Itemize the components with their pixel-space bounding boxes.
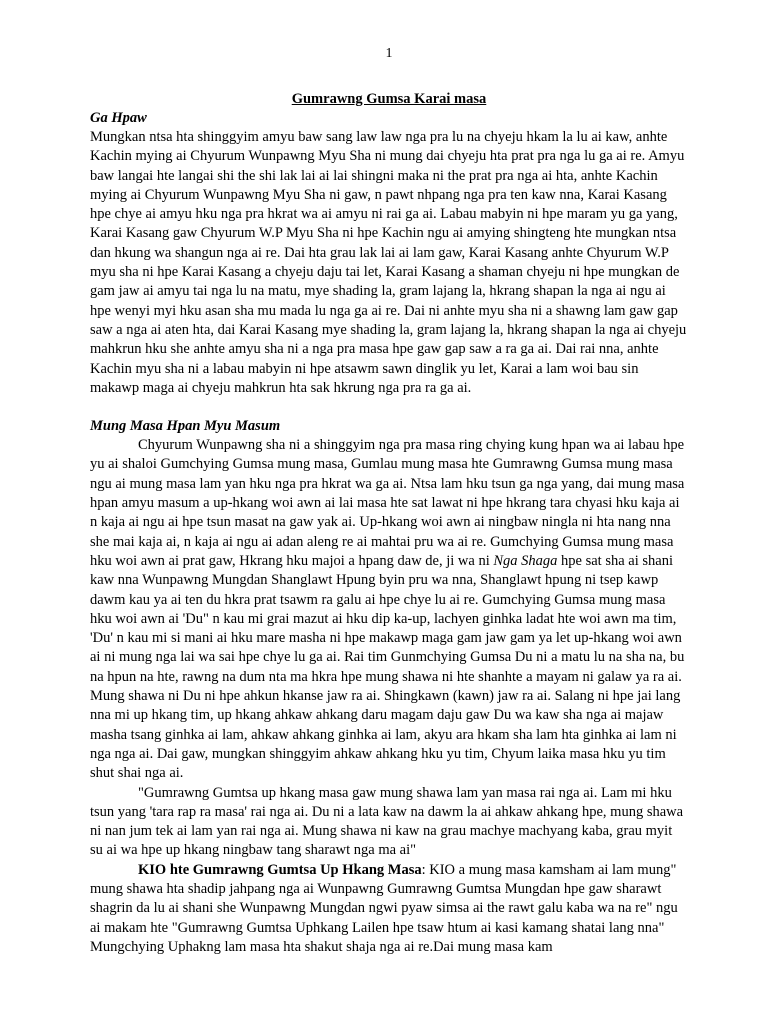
- nga-shaga-term: Nga Shaga: [493, 552, 558, 569]
- intro-paragraph: Mungkan ntsa hta shinggyim amyu baw sang law law nga pra lu na chyeju hkam la lu ai kaw, anhte Kachin mying ai Chyurum Wunpawng Myu Sha ni mung dai chyeju hta prat pra nga lu ga ai re. Amyu baw langai hte langai shi the shi lak lai ai lai shingni maka ni the prat pra nga ai hta, anhte Kachin mying ai Chyurum Wunpawng Myu Sha ni gaw, n pawt nhpang nga pra ten kaw nna, Karai Kasang hpe chye ai amyu hku nga pra hkrat wa ai amyu ni rai ga ai. Labau mabyin ni hpe maram yu ga yang, Karai Kasang gaw Chyurum W.P Myu Sha ni hpe Kachin ngu ai amying shingteng hte mungkan ntsa dan hkung wa shangun nga ai re. Dai hta grau lak lai ai lam gaw, Karai Kasang anhte Chyurum W.P myu sha ni hpe Karai Kasang a chyeju daju tai let, Karai Kasang a shaman chyeju ni hpe mungkan de gam jaw ai amyu tai nga lu na matu, mye shading la, gram lajang la, hkrang shapan la nga ai ngu ai hpe wenyi myi hku asan sha mu mada lu nga ga ai re. Dai ni anhte myu sha ni a shawng lam gaw gap saw a nga ai aten hta, dai Karai Kasang mye shading la, gram lajang la, hkrang shapan la nga ai chyeju mahkrun hku she anhte amyu sha ni a nga pra masa hpe gaw gap saw a ra ga ai. Dai rai nna, anhte Kachin myu sha ni a labau mabyin ni hpe atsawm sawn dinglik yu let, Karai a lam woi bau sin makawp maga ai chyeju mahkrun hta sak hkrung nga pra ra ga ai.: [90, 129, 687, 396]
- document-title: Gumrawng Gumsa Karai masa: [291, 91, 487, 107]
- section-heading-political-systems: Mung Masa Hpan Myu Masum: [90, 418, 281, 435]
- kio-inline-heading: KIO hte Gumrawng Gumtsa Up Hkang Masa: [138, 861, 422, 878]
- systems-paragraph-1: [90, 436, 688, 783]
- systems-paragraph-3: [90, 861, 688, 957]
- section-heading-intro: Ga Hpaw: [90, 110, 147, 126]
- systems-paragraph-1-text-a: Chyurum Wunpawng sha ni a shinggyim nga pra masa ring chying kung hpan wa ai labau hpe yu ai shaloi Gumchying Gumsa mung masa, Gumlau mung masa hte Gumrawng Gumsa mung masa ngu ai mung masa lam yan hku nga pra hkrat wa ga ai. Ntsa lam hku tsun ga nga yang, dai mung masa hpan amyu masum a up-hkang woi awn ai lai masa hte sat lawat ni hpe hkrang tara chyasi hku kaja ai n kaja ai ngu ai hpe tsun masat na gaw yak ai. Up-hkang woi awn ai ningbaw ningla ni hta nang nna she mai kaja ai, n kaja ai ngu ai adan aleng re ai mahtai pru wa ai re. Gumchying Gumsa mung masa hku woi awn ai prat gaw, Hkrang hku majoi a hpang daw de, ji wa ni: [90, 437, 685, 569]
- page-number: 1: [385, 46, 393, 61]
- systems-paragraph-2: "Gumrawng Gumtsa up hkang masa gaw mung shawa lam yan masa rai nga ai. Lam mi hku tsun yang 'tara rap ra masa' rai nga ai. Du ni a lata kaw na dawm la ai ahkaw ahkang hpe, mung shawa ni nan jum tek ai lam yan rai nga ai. Mung shawa ni kaw na grau machye machyang kaba, grau myit su ai wa hpe up hkang ningbaw tang sharawt nga ma ai": [90, 784, 684, 859]
- systems-paragraph-1-text-b: hpe sat sha ai shani kaw nna Wunpawng Mungdan Shanglawt Hpung byin pru wa nna, Shanglawt hpung ni tsep kawp dawm kau ya ai ten du hkra prat tsawm ra galu ai hpe chye lu ai re. Gumchying Gumsa mung masa hku woi awn ai 'Du" n kau mi grai mazut ai hku dip ka-up, lachyen ginhka ladat hte woi awn ma tim, 'Du' n kau mi si mani ai hku mare masha ni hpe makawp maga gam jaw gam ya let up-hkang woi awn ai ni mung nga lai wa sai hpe chye lu ga ai. Rai tim Gunmchying Gumsa Du ni a matu lu na sha na, bu na hpun na hte, rawng na dum nta ma hkra hpe mung shawa ni hte shanhte a mayam ni galaw ya ra ai. Mung shawa ni Du ni hpe ahkun hkanse jaw ra ai. Shingkawn (kawn) jaw ra ai. Salang ni hpe jai lang nna mi up hkang tim, up hkang ahkaw ahkang daru magam daju gaw Du wa kaw sha nga ai majaw masha tsang ginhka ai lam, ahkaw ahkang ginhka ai lam, akyu ara hkam sha lam hta ginhka ai lam ni nga nga ai. Dai gaw, mungkan shinggyim ahkaw ahkang hku yu tim, Chyum laika masa hku yu tim shut shai nga ai.: [90, 552, 685, 782]
- systems-paragraph-3-text: : KIO a mung masa kamsham ai lam mung" mung shawa hta shadip jahpang nga ai Wunpawng Gumrawng Gumtsa Mungdan hpe gaw sharawt shagrin da lu ai shani she Wunpawng Mungdan ngwi pyaw simsa ai the rawt galu kaba wa na re" ngu ai makam hte "Gumrawng Gumtsa Uphkang Lailen hpe tsaw htum ai kasi kamang shatai lang nna" Mungchying Uphakng lam masa hta shakut shaja nga ai re.Dai mung masa kam: [90, 861, 678, 955]
